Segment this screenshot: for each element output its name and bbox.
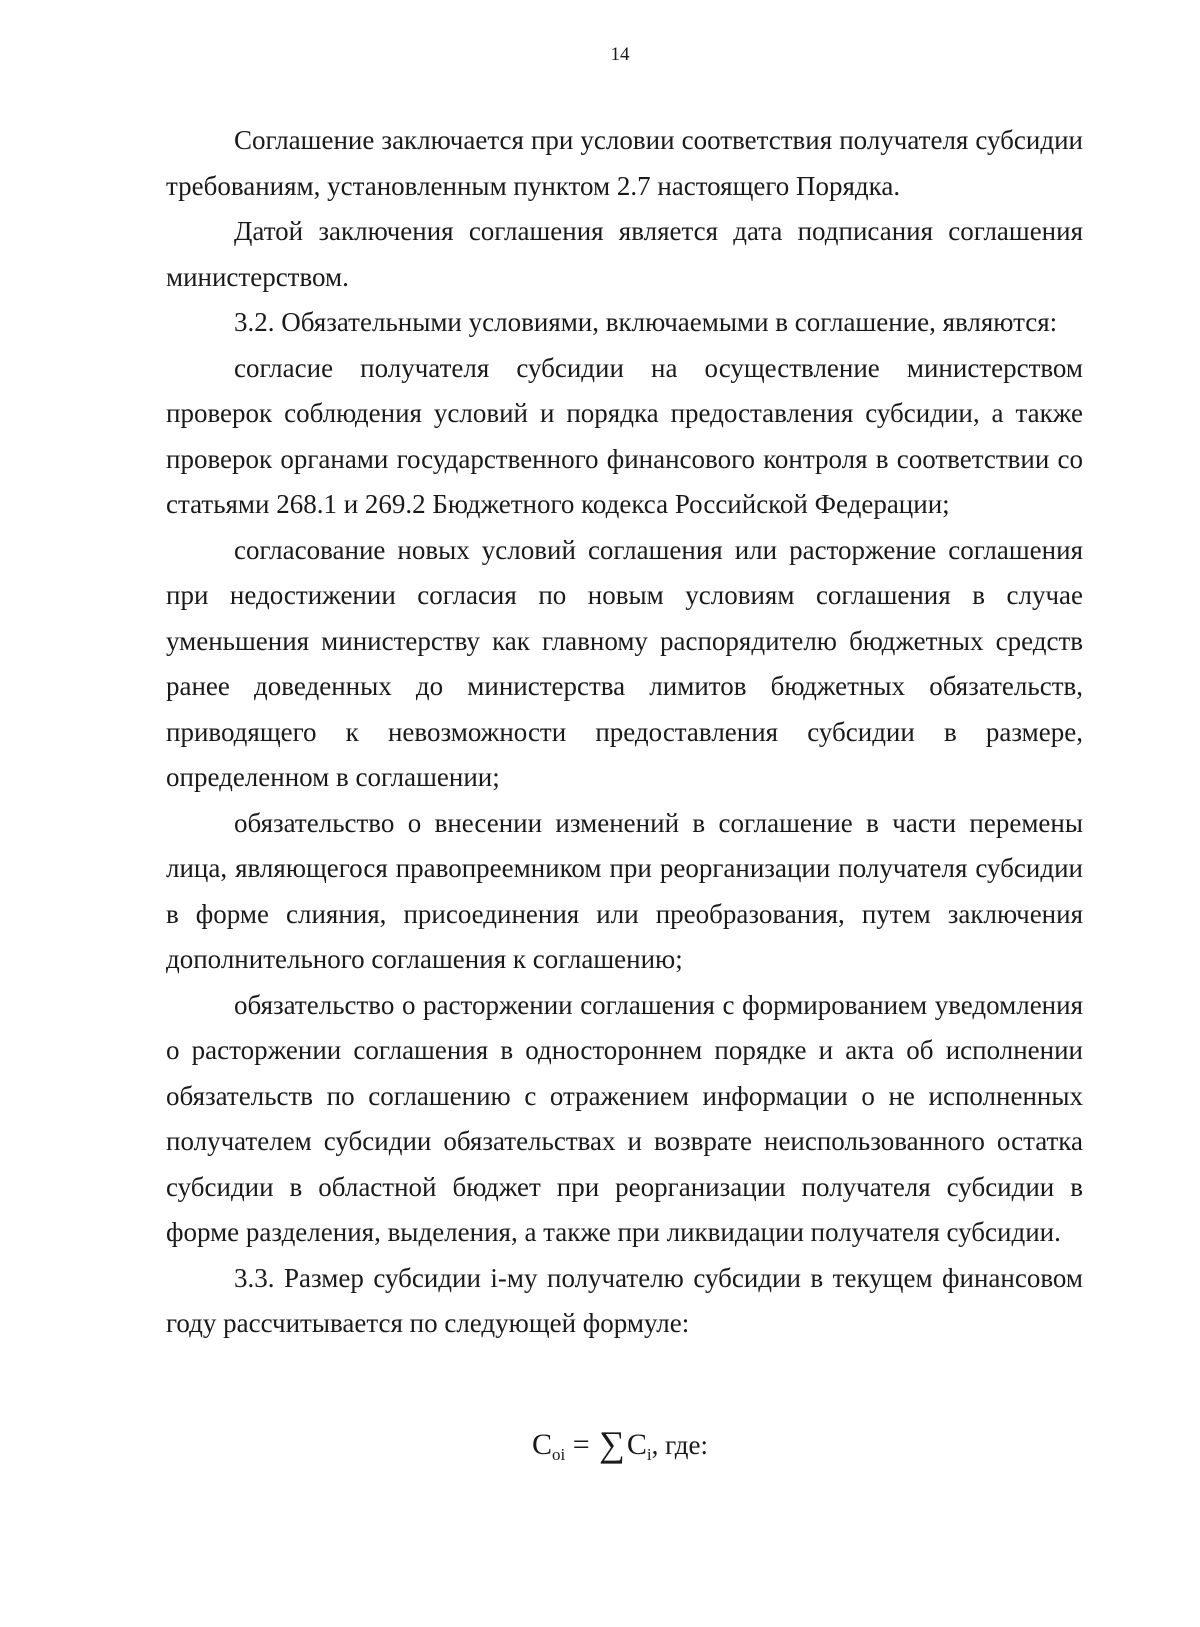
paragraph-agreement-date: Датой заключения соглашения является дата подписания соглашения министерством. bbox=[166, 216, 1083, 292]
paragraph-agreement-condition: Соглашение заключается при условии соответствия получателя субсидии требованиям, установленным пунктом 2.7 настоящего Порядка. bbox=[166, 125, 1083, 201]
formula-rhs-var: C bbox=[626, 1428, 647, 1461]
formula-lhs-sub: oi bbox=[551, 1445, 566, 1464]
formula-lhs-var: C bbox=[531, 1428, 552, 1461]
paragraph-new-conditions: согласование новых условий соглашения или расторжение соглашения при недостижении согласия по новым условиям соглашения в случае уменьшения министерству как главному распорядителю бюджетных средств ранее доведенных до министерства лимитов бюджетных обязательств, приводящего к невозможности предоставления субсидии в размере, определенном в соглашении; bbox=[166, 534, 1083, 792]
paragraph-termination-obligation: обязательство о расторжении соглашения с формированием уведомления о расторжении соглашения в одностороннем порядке и акта об исполнении обязательств по соглашению с отражением информации о не исполненных получателем субсидии обязательствах и возврате неиспользованного остатка субсидии в областной бюджет при реорганизации получателя субсидии в форме разделения, выделения, а также при ликвидации получателя субсидии. bbox=[166, 989, 1083, 1247]
body-text bbox=[166, 118, 1083, 1347]
sum-symbol: ∑ bbox=[599, 1424, 625, 1464]
formula-equals: = bbox=[572, 1428, 590, 1461]
paragraph-section-3-3: 3.3. Размер субсидии i-му получателю субсидии в текущем финансовом году рассчитывается по следующей формуле: bbox=[166, 1262, 1083, 1338]
paragraph-section-3-2: 3.2. Обязательными условиями, включаемыми в соглашение, являются: bbox=[234, 307, 1058, 337]
paragraph-consent-inspections: согласие получателя субсидии на осуществление министерством проверок соблюдения условий и порядка предоставления субсидии, а также проверок органами государственного финансового контроля в соответствии со статьями 268.1 и 269.2 Бюджетного кодекса Российской Федерации; bbox=[166, 352, 1083, 519]
subsidy-formula bbox=[0, 1422, 1200, 1475]
formula-rhs-sub: i bbox=[646, 1445, 652, 1464]
formula-tail: , где: bbox=[651, 1430, 709, 1460]
page-number: 14 bbox=[610, 44, 630, 65]
paragraph-amendment-obligation: обязательство о внесении изменений в соглашение в части перемены лица, являющегося правопреемником при реорганизации получателя субсидии в форме слияния, присоединения или преобразования, путем заключения дополнительного соглашения к соглашению; bbox=[166, 807, 1083, 974]
